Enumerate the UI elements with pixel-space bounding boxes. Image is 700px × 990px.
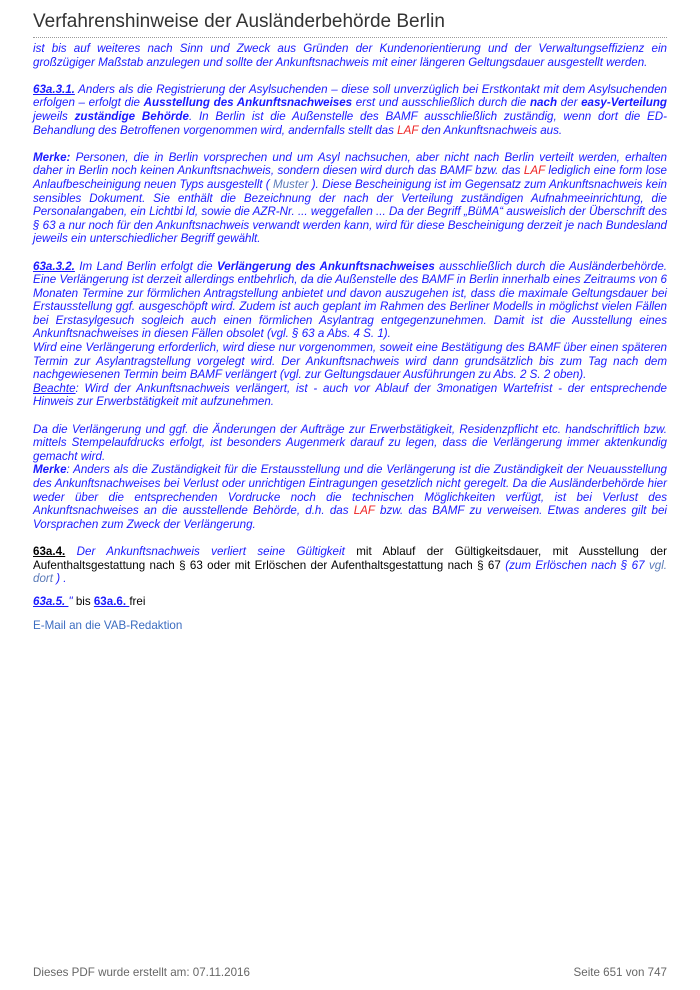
section-63a-3-2: 63a.3.2. Im Land Berlin erfolgt die Verlängerung des Ankunftsnachweises ausschließlich durch die Ausländerbehörde. Eine Verlängerung ist derzeit allerdings entbehrlich, da die Außenstelle des BAMF in Berlin innerhalb eines Zeitraums von 6 Monaten Termine zur förmlichen Antragstellung anbietet und davon auszugehen ist, dass die maximale Geltungsdauer bei Erstausstellung ggf. ausgeschöpft wird. Zudem ist auch geplant im Rahmen des Berliner Modells in möglichst vielen Fällen bei Erstasylgesuch sogleich auch einen förmlichen Asylantrag entgegenzunehmen. Damit ist die Ausstellung eines Ankunftsnachweises in diesen Fällen obsolet (vgl. § 63 a Abs. 4 S. 1). [33, 259, 667, 341]
section-link-63a-3-1[interactable]: 63a.3.1. [33, 82, 75, 96]
merke-paragraph-1: Merke: Personen, die in Berlin vorsprechen und um Asyl nachsuchen, aber nicht nach Berlin verteilt werden, erhalten daher in Berlin noch keinen Ankunftsnachweis, sondern diesen wird durch das BAMF bzw. das LAF lediglich eine form lose Anlaufbescheinigung neuen Typs ausgestellt ( Muster ). Diese Bescheinigung ist im Gegensatz zum Ankunftsnachweis kein sensibles Dokument. Sie enthält die Bezeichnung der nach der Verteilung zuständigen Aufnahmeeinrichtung, die Personalangaben, ein Lichtbi ld, sowie die AZR-Nr. ... weggefallen ... Da der Begriff „BüMA“ ausweislich der Überschrift des § 63 a nur noch für den Ankunftsnachweis verwandt werden kann, wird für diese Bescheinigung derzeit je nach Bundesland jeweils ein unterschiedlicher Begriff gewählt. [33, 150, 667, 246]
section-63a-3-1: 63a.3.1. Anders als die Registrierung der Asylsuchenden – diese soll unverzüglich bei Erstkontakt mit dem Asylsuchenden erfolgen – erfolgt die Ausstellung des Ankunftsnachweises erst und ausschließlich durch die nach der easy-Verteilung jeweils zuständige Behörde. In Berlin ist die Außenstelle des BAMF ausschließlich zuständig, wenn dort die ED-Behandlung des Betroffenen vorgenommen wird, andernfalls stellt das LAF den Ankunftsnachweis aus. [33, 82, 667, 137]
section-63a-5-6: 63a.5. " bis 63a.6. frei [33, 594, 146, 608]
merke-label: Merke: [33, 150, 71, 164]
page-number: Seite 651 von 747 [573, 966, 667, 979]
laf-highlight: LAF [523, 164, 545, 178]
section-63a-4: 63a.4. Der Ankunftsnachweis verliert seine Gültigkeit mit Ablauf der Gültigkeitsdauer, mit Ausstellung der Aufenthaltsgestattung nach § 63 oder mit Erlöschen der Aufenthaltsgestattung nach § 67 (zum Erlöschen nach § 67 vgl. dort ) . [33, 544, 667, 586]
intro-paragraph: ist bis auf weiteres nach Sinn und Zweck aus Gründen der Kundenorientierung und der Verwaltungseffizienz ein großzügiger Maßstab anzulegen und sollte der Ankunftsnachweis mit einer längeren Geltungsdauer ausgestellt werden. [33, 42, 667, 69]
section-link-63a-6[interactable]: 63a.6. [93, 594, 130, 608]
merke-label: Merke [33, 463, 67, 477]
merke-paragraph-2: Merke: Anders als die Zuständigkeit für die Erstausstellung und die Verlängerung ist die Zuständigkeit der Neuausstellung des Ankunftsnachweises bei Verlust oder unrichtigen Eintragungen gesetzlich nicht geregelt. Da die Ausländerbehörde hier weder über die entsprechenden Vordrucke noch die technischen Möglichkeiten verfügt, ist bei Verlust des Ankunftsnachweises an die ausstellende Behörde, d.h. das LAF bzw. das BAMF zu verweisen. Etwas anderes gilt bei Vorsprachen zum Zweck der Verlängerung. [33, 463, 667, 531]
beachte-label: Beachte [33, 381, 76, 395]
created-date: Dieses PDF wurde erstellt am: 07.11.2016 [33, 966, 250, 979]
document-page [33, 10, 667, 633]
vgl-dort-link[interactable]: vgl. dort [33, 558, 667, 586]
page-footer [33, 966, 667, 980]
page-title: Verfahrenshinweise der Ausländerbehörde Berlin [33, 10, 667, 38]
email-link[interactable]: E-Mail an die VAB-Redaktion [33, 619, 183, 633]
muster-link[interactable]: Muster [272, 177, 309, 191]
verlaengerung-paragraph: Wird eine Verlängerung erforderlich, wird diese nur vorgenommen, soweit eine Bestätigung des BAMF über einen späteren Termin zur Asylantragstellung vorgelegt wird. Der Ankunftsnachweis wird dann grundsätzlich bis zum Tag nach dem nachgewiesenen Termin beim BAMF verlängert (vgl. zur Geltungsdauer Ausführungen zu Abs. 2 S. 2 oben). [33, 341, 667, 382]
stempel-paragraph: Da die Verlängerung und ggf. die Änderungen der Aufträge zur Erwerbstätigkeit, Residenzpflicht etc. handschriftlich bzw. mittels Stempelaufdrucks erfolgt, ist besonders Augenmerk darauf zu legen, dass die Verlängerung immer aktenkundig gemacht wird. [33, 422, 667, 463]
section-link-63a-3-2[interactable]: 63a.3.2. [33, 259, 75, 273]
section-link-63a-5[interactable]: 63a.5. [33, 594, 69, 608]
laf-highlight: LAF [353, 504, 375, 518]
laf-highlight: LAF [397, 123, 419, 137]
beachte-paragraph: Beachte: Wird der Ankunftsnachweis verlängert, ist - auch vor Ablauf der 3monatigen Wartefrist - der entsprechende Hinweis zur Erwerbstätigkeit mit aufzunehmen. [33, 381, 667, 409]
section-link-63a-4[interactable]: 63a.4. [33, 544, 66, 558]
